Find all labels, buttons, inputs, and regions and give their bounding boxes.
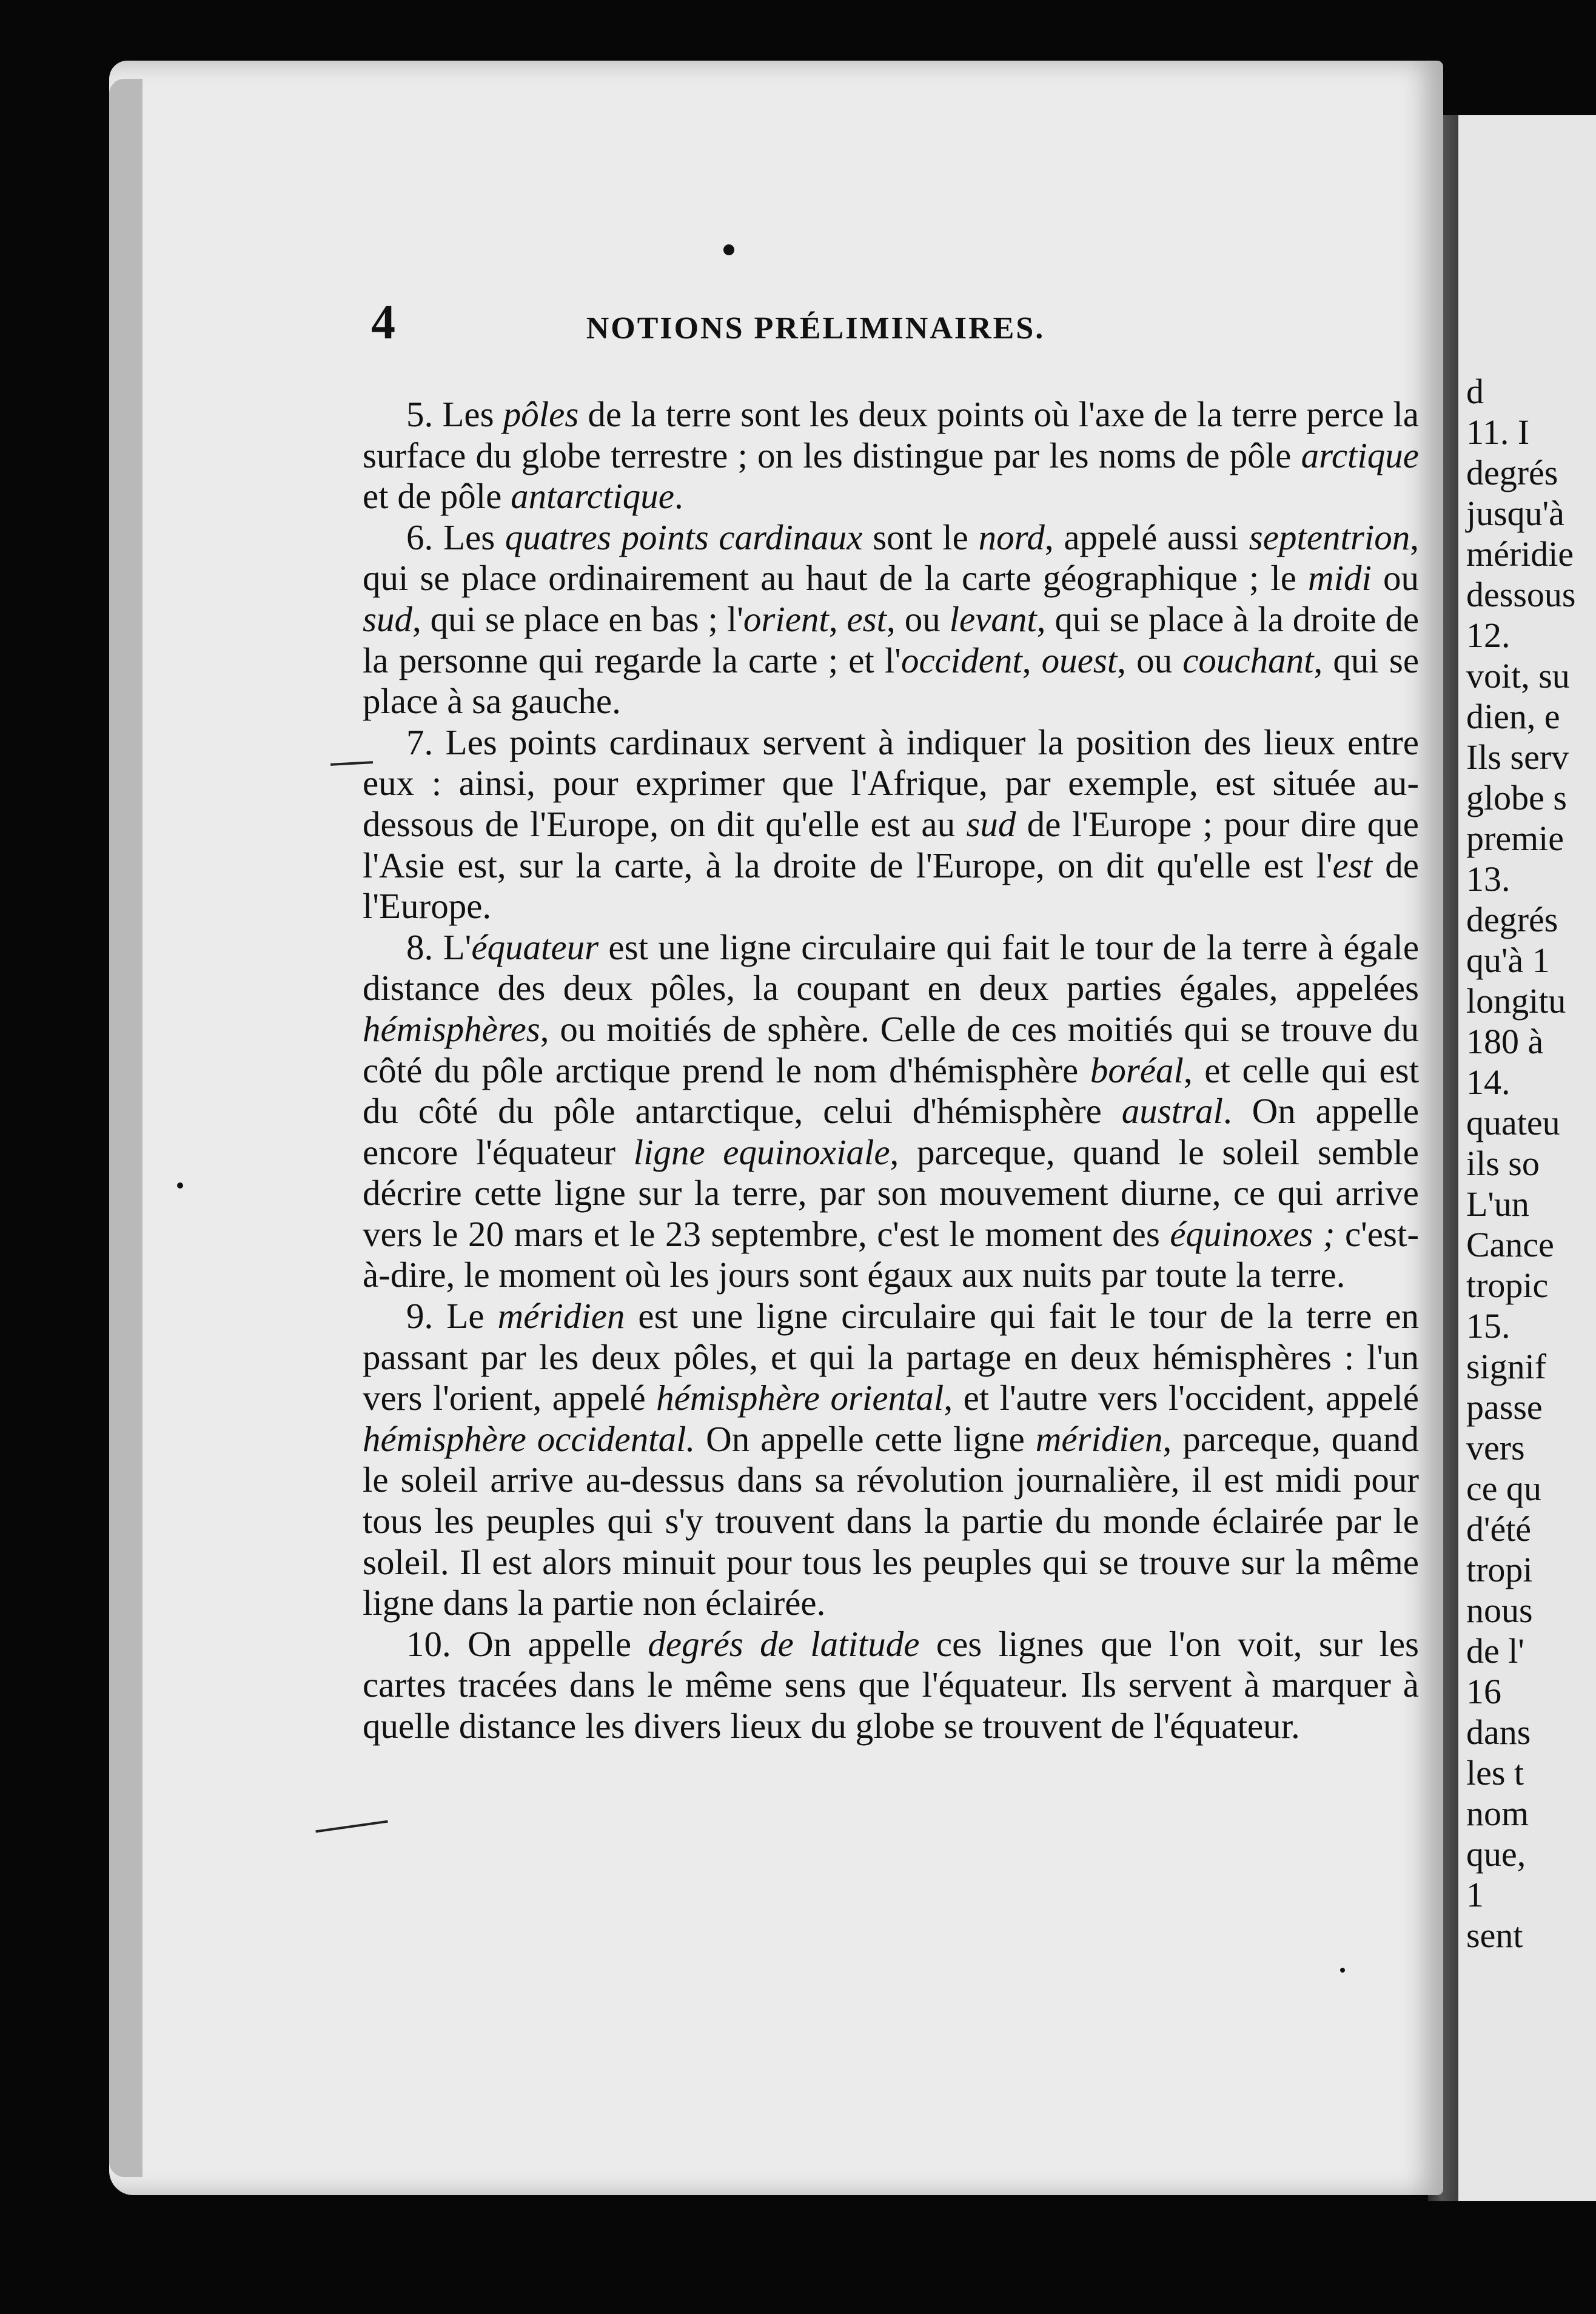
facing-line: premie <box>1466 819 1564 858</box>
text-run: de l'Europe. <box>363 845 1419 927</box>
facing-line: Cance <box>1466 1225 1554 1264</box>
text-run: 5. Les <box>406 394 503 434</box>
text-run: 8. L' <box>406 927 472 967</box>
paragraph-8 <box>363 927 1419 1296</box>
text-run: 9. Le <box>406 1296 498 1336</box>
italic-term: levant <box>949 599 1037 639</box>
text-run: sont le <box>862 517 979 557</box>
margin-speck <box>1340 1968 1345 1973</box>
facing-line: 180 à <box>1466 1022 1544 1061</box>
facing-page-text <box>1466 371 1596 1956</box>
italic-term: quatres points cardinaux <box>505 517 863 557</box>
facing-line: globe s <box>1466 778 1567 817</box>
facing-line: 15. <box>1466 1306 1510 1346</box>
italic-term: équateur <box>471 927 599 967</box>
text-run: , parceque, quand le soleil semble décrire cette ligne sur la terre, par son mouvement diurne, ce qui arrive vers le 20 mars et le 23 septembre, c'est le moment des <box>363 1132 1419 1254</box>
italic-term: sud <box>363 599 412 639</box>
text-run: , ou <box>887 599 950 639</box>
facing-line: dessous <box>1466 575 1576 614</box>
italic-term: pôles <box>503 394 579 434</box>
text-run: , qui se place à sa gauche. <box>363 640 1420 722</box>
text-run: , qui se place à la droite de la personne qui regarde la carte ; et l' <box>363 599 1420 680</box>
facing-line: nous <box>1466 1591 1533 1630</box>
facing-line: 11. I <box>1466 412 1530 452</box>
text-run: est une ligne circulaire qui fait le tour de la terre à égale distance des deux pôles, la coupant en deux parties égales, appelées <box>363 927 1420 1008</box>
facing-line: 14. <box>1466 1062 1510 1102</box>
text-run: ou <box>1371 558 1419 599</box>
italic-term: ligne equinoxiale <box>633 1132 890 1172</box>
italic-term: couchant <box>1182 640 1314 680</box>
text-run: , <box>828 599 847 639</box>
facing-line: ce qu <box>1466 1469 1541 1508</box>
facing-line: degrés <box>1466 900 1558 939</box>
facing-line: sent <box>1466 1916 1523 1955</box>
facing-line: ils so <box>1466 1144 1540 1183</box>
facing-line: signif <box>1466 1347 1547 1386</box>
text-run: 10. On appelle <box>406 1623 648 1664</box>
text-run: On appelle cette ligne <box>695 1418 1036 1459</box>
margin-speck <box>177 1182 183 1189</box>
italic-term: austral <box>1121 1091 1223 1132</box>
facing-line: les t <box>1466 1753 1524 1793</box>
facing-line: qu'à 1 <box>1466 941 1550 980</box>
italic-term: hémisphères <box>363 1008 540 1049</box>
facing-line: d'été <box>1466 1509 1532 1549</box>
italic-term: orient <box>743 599 829 639</box>
body-text <box>363 394 1419 1747</box>
running-title: NOTIONS PRÉLIMINAIRES. <box>586 311 1045 346</box>
text-run: c'est-à-dire, le moment où les jours sont égaux aux nuits par toute la terre. <box>363 1213 1419 1295</box>
paragraph-10 <box>363 1624 1419 1747</box>
italic-term: boréal <box>1090 1050 1184 1090</box>
facing-line: voit, su <box>1466 656 1570 696</box>
text-run: , ou <box>1117 640 1183 680</box>
text-run: 6. Les <box>406 517 505 557</box>
text-run: , <box>1022 640 1042 680</box>
italic-term: nord <box>978 517 1045 557</box>
facing-line: 1 <box>1466 1875 1484 1914</box>
paragraph-6 <box>363 517 1419 722</box>
text-run: est une ligne circulaire qui fait le tour de la terre en passant par les deux pôles, et qui la partage en deux hémisphères : l'un vers l'orient, appelé <box>363 1296 1420 1418</box>
facing-line: 12. <box>1466 615 1510 655</box>
facing-line: L'un <box>1466 1184 1529 1224</box>
italic-term: occident <box>900 640 1022 680</box>
facing-line: 13. <box>1466 859 1510 899</box>
italic-term: hémisphère oriental <box>656 1378 944 1418</box>
text-run: 7. Les points cardinaux servent à indiquer la position des lieux entre eux : ainsi, pour exprimer que l'Afrique, par exemple, est située au-dessous de l'Europe, on dit qu'elle est au <box>363 722 1419 844</box>
text-run: , et l'autre vers l'occident, appelé <box>944 1378 1419 1418</box>
text-run: . <box>674 476 683 517</box>
facing-line: tropi <box>1466 1550 1533 1589</box>
facing-line: dans <box>1466 1712 1531 1752</box>
facing-line: d <box>1466 372 1484 411</box>
facing-line: méridie <box>1466 534 1574 574</box>
paragraph-9 <box>363 1296 1419 1624</box>
italic-term: septentrion <box>1249 517 1410 557</box>
paragraph-7 <box>363 722 1419 927</box>
facing-line: dien, e <box>1466 697 1560 736</box>
italic-term: méridien <box>1035 1418 1163 1459</box>
italic-term: midi <box>1308 558 1372 599</box>
facing-line: vers <box>1466 1428 1525 1467</box>
italic-term: sud <box>966 803 1016 844</box>
facing-line: jusqu'à <box>1466 494 1564 533</box>
italic-term: hémisphère occidental. <box>363 1418 696 1459</box>
text-run: de la terre sont les deux points où l'axe de la terre perce la surface du globe terrestre ; on les distingue par les noms de pôle <box>363 394 1419 475</box>
text-run: , appelé aussi <box>1044 517 1249 557</box>
text-run: de l'Europe ; pour dire que l'Asie est, sur la carte, à la droite de l'Europe, on dit qu'elle est l' <box>363 803 1419 885</box>
page-number: 4 <box>371 296 395 349</box>
italic-term: est <box>1332 845 1373 885</box>
italic-term: équinoxes ; <box>1170 1213 1335 1254</box>
printer-dot-mark <box>723 244 734 255</box>
italic-term: antarctique <box>511 476 674 517</box>
paragraph-5 <box>363 394 1419 517</box>
text-run: , qui se place ordinairement au haut de la carte géographique ; le <box>363 517 1420 599</box>
italic-term: ouest <box>1041 640 1118 680</box>
text-run: , parceque, quand le soleil arrive au-dessus dans sa révolution journalière, il est midi pour tous les peuples qui s'y trouvent dans la partie du monde éclairée par le soleil. Il est alors minuit pour tous les peuples qui se trouve sur la même ligne dans la partie non éclairée. <box>363 1418 1419 1623</box>
italic-term: méridien <box>497 1296 625 1336</box>
facing-line: nom <box>1466 1794 1529 1833</box>
italic-term: arctique <box>1301 435 1419 475</box>
facing-line: tropic <box>1466 1266 1549 1305</box>
text-run: . On appelle encore l'équateur <box>363 1091 1419 1172</box>
facing-line: de l' <box>1466 1631 1524 1671</box>
facing-line: quateu <box>1466 1103 1560 1142</box>
facing-line: degrés <box>1466 453 1558 492</box>
facing-line: 16 <box>1466 1672 1501 1711</box>
facing-line: que, <box>1466 1834 1526 1874</box>
text-run: , ou moitiés de sphère. Celle de ces moitiés qui se trouve du côté du pôle arctique prend le nom d'hémisphère <box>363 1008 1419 1090</box>
text-run: ces lignes que l'on voit, sur les cartes tracées dans le même sens que l'équateur. Ils servent à marquer à quelle distance les divers lieux du globe se trouvent de l'équateur. <box>363 1623 1419 1746</box>
italic-term: degrés de latitude <box>648 1623 920 1664</box>
facing-line: Ils serv <box>1466 737 1569 777</box>
text-run: , et celle qui est du côté du pôle antarctique, celui d'hémisphère <box>363 1050 1420 1132</box>
facing-line: longitu <box>1466 981 1566 1021</box>
text-run: et de pôle <box>363 476 511 517</box>
text-run: , qui se place en bas ; l' <box>412 599 743 639</box>
facing-line: passe <box>1466 1387 1543 1427</box>
italic-term: est <box>847 599 887 639</box>
